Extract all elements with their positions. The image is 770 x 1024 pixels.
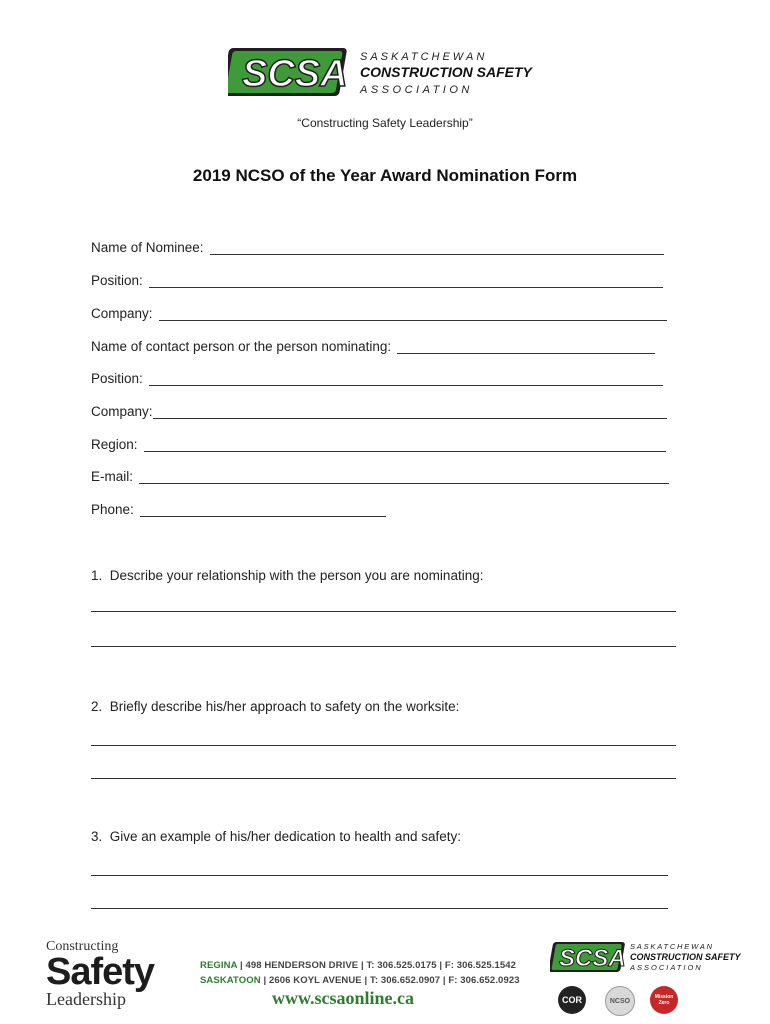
field-label: Company: bbox=[91, 404, 153, 419]
field-nominee-position[interactable] bbox=[91, 273, 663, 288]
fill-in-line[interactable] bbox=[144, 439, 666, 452]
address-regina bbox=[200, 960, 516, 971]
field-label: Phone: bbox=[91, 502, 134, 517]
logo-org-line2: CONSTRUCTION SAFETY bbox=[360, 64, 532, 80]
field-label: E-mail: bbox=[91, 469, 134, 484]
question-3: 3. Give an example of his/her dedication to health and safety: bbox=[91, 829, 461, 844]
fill-in-line[interactable] bbox=[139, 471, 669, 484]
field-email[interactable] bbox=[91, 469, 669, 484]
field-label: Position: bbox=[91, 371, 143, 386]
website-link[interactable]: www.scsaonline.ca bbox=[272, 988, 415, 1008]
mission-zero-badge-icon: Mission Zero bbox=[650, 986, 678, 1014]
fill-in-line[interactable] bbox=[210, 242, 664, 255]
city-regina: REGINA bbox=[200, 960, 238, 971]
field-contact-company[interactable] bbox=[91, 404, 667, 419]
field-label: Name of contact person or the person nominating: bbox=[91, 339, 392, 354]
fill-in-line[interactable] bbox=[159, 308, 667, 321]
answer-line[interactable] bbox=[91, 646, 676, 647]
tagline: “Constructing Safety Leadership” bbox=[297, 116, 473, 130]
city-saskatoon: SASKATOON bbox=[200, 975, 261, 986]
field-contact-position[interactable] bbox=[91, 371, 663, 386]
field-contact-name[interactable] bbox=[91, 339, 655, 354]
address-saskatoon bbox=[200, 975, 520, 986]
field-label: Company: bbox=[91, 306, 153, 321]
answer-line[interactable] bbox=[91, 875, 668, 876]
field-nominee-company[interactable] bbox=[91, 306, 667, 321]
footer-org-line1: SASKATCHEWAN bbox=[630, 942, 714, 951]
scsa-logo bbox=[228, 44, 548, 100]
fill-in-line[interactable] bbox=[153, 406, 667, 419]
fill-in-line[interactable] bbox=[149, 275, 663, 288]
field-label: Region: bbox=[91, 437, 138, 452]
cor-badge-icon: COR bbox=[558, 986, 586, 1014]
answer-line[interactable] bbox=[91, 745, 676, 746]
form-title: 2019 NCSO of the Year Award Nomination Form bbox=[192, 166, 578, 185]
regina-details: | 498 HENDERSON DRIVE | T: 306.525.0175 | F: 306.525.1542 bbox=[237, 960, 517, 971]
fill-in-line[interactable] bbox=[397, 341, 655, 354]
brand-mid: Safety bbox=[46, 951, 155, 993]
fill-in-line[interactable] bbox=[149, 373, 663, 386]
brand-bot: Leadership bbox=[46, 989, 126, 1009]
saskatoon-details: | 2606 KOYL AVENUE | T: 306.652.0907 | F: 306.652.0923 bbox=[260, 975, 520, 986]
logo-org-line3: ASSOCIATION bbox=[360, 84, 473, 96]
field-region[interactable] bbox=[91, 437, 666, 452]
field-label: Position: bbox=[91, 273, 143, 288]
logo-letters: SCSA bbox=[242, 53, 348, 95]
ncso-badge-icon: NCSO bbox=[605, 986, 635, 1016]
brand-top: Constructing bbox=[46, 939, 119, 954]
footer-org-line2: CONSTRUCTION SAFETY bbox=[630, 952, 741, 962]
answer-line[interactable] bbox=[91, 908, 668, 909]
constructing-safety-leadership-logo bbox=[46, 940, 176, 1012]
answer-line[interactable] bbox=[91, 611, 676, 612]
fill-in-line[interactable] bbox=[140, 504, 386, 517]
field-nominee-name[interactable] bbox=[91, 240, 664, 255]
field-phone[interactable] bbox=[91, 502, 386, 517]
logo-org-line1: SASKATCHEWAN bbox=[360, 51, 488, 63]
field-label: Name of Nominee: bbox=[91, 240, 204, 255]
answer-line[interactable] bbox=[91, 778, 676, 779]
footer-scsa-logo bbox=[550, 938, 750, 974]
footer-org-line3: ASSOCIATION bbox=[630, 963, 703, 972]
footer-logo-letters: SCSA bbox=[559, 945, 626, 972]
question-2: 2. Briefly describe his/her approach to safety on the worksite: bbox=[91, 699, 460, 714]
question-1: 1. Describe your relationship with the person you are nominating: bbox=[91, 568, 484, 583]
